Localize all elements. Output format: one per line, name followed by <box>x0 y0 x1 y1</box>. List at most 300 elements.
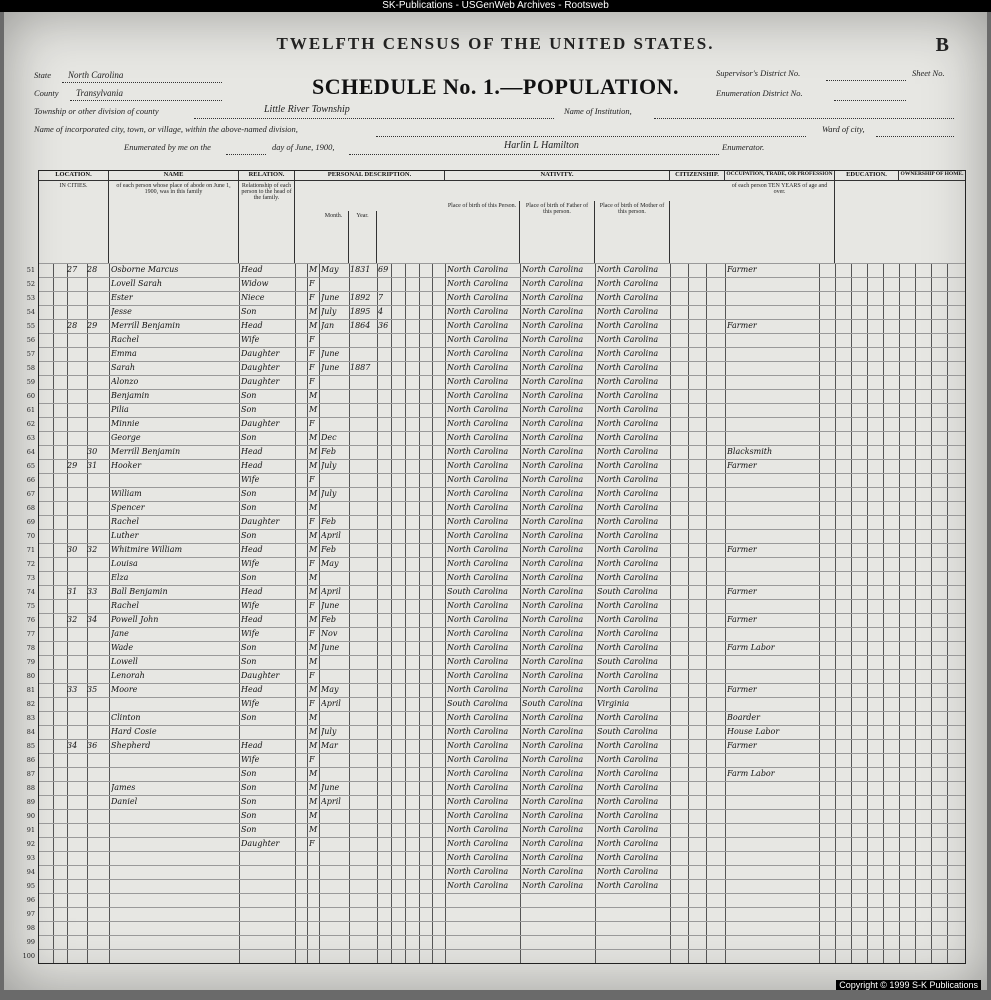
cell-sex: F <box>309 363 315 372</box>
cell-rel: Son <box>241 307 257 316</box>
table-row <box>26 739 965 752</box>
cell-mon: May <box>321 265 339 274</box>
group-ownership: OWNERSHIP OF HOME. <box>899 171 965 181</box>
cell-name: Jesse <box>111 307 132 316</box>
cell-fam: 28 <box>87 265 98 274</box>
row-number: 83 <box>26 714 35 722</box>
cell-mother: North Carolina <box>597 783 659 792</box>
cell-occ: Farmer <box>727 545 757 554</box>
cell-sex: M <box>309 685 318 694</box>
cell-birth: North Carolina <box>447 489 509 498</box>
row-number: 95 <box>26 882 35 890</box>
cell-rel: Wife <box>241 601 260 610</box>
cell-sex: F <box>309 279 315 288</box>
cell-rel: Head <box>241 615 263 624</box>
table-row <box>26 277 965 290</box>
cell-mother: South Carolina <box>597 587 658 596</box>
row-number: 89 <box>26 798 35 806</box>
cell-birth: North Carolina <box>447 825 509 834</box>
cell-father: North Carolina <box>522 377 584 386</box>
cell-father: North Carolina <box>522 727 584 736</box>
cell-father: North Carolina <box>522 475 584 484</box>
table-row <box>26 795 965 808</box>
row-number: 80 <box>26 672 35 680</box>
row-number: 97 <box>26 910 35 918</box>
row-number: 65 <box>26 462 35 470</box>
cell-rel: Wife <box>241 629 260 638</box>
cell-birth: North Carolina <box>447 545 509 554</box>
row-number: 59 <box>26 378 35 386</box>
city-label: Name of incorporated city, town, or village, within the above-named division, <box>34 124 298 134</box>
cell-birth: South Carolina <box>447 587 508 596</box>
enumerator-value: Harlin L Hamilton <box>504 140 579 151</box>
cell-mother: North Carolina <box>597 545 659 554</box>
cell-name: Powell John <box>111 615 159 624</box>
cell-rel: Head <box>241 741 263 750</box>
cell-birth: North Carolina <box>447 391 509 400</box>
cell-mother: North Carolina <box>597 293 659 302</box>
cell-birth: North Carolina <box>447 727 509 736</box>
row-number: 61 <box>26 406 35 414</box>
cell-rel: Daughter <box>241 349 280 358</box>
cell-sex: F <box>309 601 315 610</box>
table-row <box>26 459 965 472</box>
table-row <box>26 263 965 276</box>
cell-mother: North Carolina <box>597 685 659 694</box>
cell-mon: Feb <box>321 517 336 526</box>
group-personal: PERSONAL DESCRIPTION. <box>295 171 445 181</box>
cell-sex: F <box>309 475 315 484</box>
cell-birth: South Carolina <box>447 699 508 708</box>
cell-mother: North Carolina <box>597 769 659 778</box>
sheet-letter: B <box>935 34 949 56</box>
cell-rel: Son <box>241 797 257 806</box>
cell-rel: Wife <box>241 559 260 568</box>
cell-birth: North Carolina <box>447 601 509 610</box>
cell-birth: North Carolina <box>447 839 509 848</box>
cell-name: Elza <box>111 573 129 582</box>
cell-mother: North Carolina <box>597 489 659 498</box>
cell-name: Ester <box>111 293 133 302</box>
row-number: 87 <box>26 770 35 778</box>
cell-name: Rachel <box>111 517 139 526</box>
cell-sex: F <box>309 293 315 302</box>
group-relation: RELATION. <box>239 171 295 181</box>
cell-mother: North Carolina <box>597 573 659 582</box>
cell-dw: 32 <box>67 615 78 624</box>
cell-birth: North Carolina <box>447 475 509 484</box>
cell-father: North Carolina <box>522 643 584 652</box>
cell-name: Benjamin <box>111 391 150 400</box>
cell-sex: M <box>309 433 318 442</box>
row-number: 58 <box>26 364 35 372</box>
cell-fam: 30 <box>87 447 98 456</box>
cell-rel: Son <box>241 405 257 414</box>
cell-fam: 34 <box>87 615 98 624</box>
cell-birth: North Carolina <box>447 797 509 806</box>
cell-father: North Carolina <box>522 629 584 638</box>
cell-rel: Son <box>241 713 257 722</box>
cell-name: Jane <box>111 629 129 638</box>
cell-rel: Wife <box>241 335 260 344</box>
cell-rel: Head <box>241 545 263 554</box>
cell-mon: June <box>321 363 340 372</box>
population-table <box>22 170 966 964</box>
cell-father: North Carolina <box>522 335 584 344</box>
cell-name: Whitmire William <box>111 545 183 554</box>
cell-rel: Daughter <box>241 671 280 680</box>
cell-father: South Carolina <box>522 699 583 708</box>
cell-birth: North Carolina <box>447 461 509 470</box>
cell-mon: Feb <box>321 615 336 624</box>
cell-mother: North Carolina <box>597 265 659 274</box>
row-number: 88 <box>26 784 35 792</box>
table-row <box>22 949 965 962</box>
cell-rel: Son <box>241 531 257 540</box>
cell-rel: Son <box>241 811 257 820</box>
cell-birth: North Carolina <box>447 881 509 890</box>
cell-birth: North Carolina <box>447 321 509 330</box>
cell-mon: June <box>321 293 340 302</box>
cell-rel: Son <box>241 433 257 442</box>
cell-occ: Farmer <box>727 265 757 274</box>
cell-rel: Daughter <box>241 377 280 386</box>
ward-label: Ward of city, <box>822 124 865 134</box>
cell-mother: North Carolina <box>597 825 659 834</box>
table-row <box>26 347 965 360</box>
enumeration-label: Enumeration District No. <box>716 88 803 98</box>
cell-age: 69 <box>378 265 389 274</box>
table-row <box>26 613 965 626</box>
cell-father: North Carolina <box>522 811 584 820</box>
row-number: 64 <box>26 448 35 456</box>
cell-mother: North Carolina <box>597 363 659 372</box>
cell-name: Emma <box>111 349 137 358</box>
col-in-cities: IN CITIES. <box>39 181 109 263</box>
cell-rel: Wife <box>241 699 260 708</box>
cell-birth: North Carolina <box>447 867 509 876</box>
day-label: day of June, 1900, <box>272 142 335 152</box>
cell-rel: Son <box>241 503 257 512</box>
cell-sex: M <box>309 531 318 540</box>
cell-sex: M <box>309 265 318 274</box>
row-number: 86 <box>26 756 35 764</box>
cell-name: James <box>111 783 136 792</box>
cell-birth: North Carolina <box>447 783 509 792</box>
cell-sex: M <box>309 573 318 582</box>
cell-birth: North Carolina <box>447 307 509 316</box>
cell-sex: F <box>309 517 315 526</box>
cell-birth: North Carolina <box>447 517 509 526</box>
cell-mon: June <box>321 601 340 610</box>
group-citizenship: CITIZENSHIP. <box>670 171 725 181</box>
row-number: 55 <box>26 322 35 330</box>
row-number: 74 <box>26 588 35 596</box>
cell-name: Ball Benjamin <box>111 587 168 596</box>
cell-mother: North Carolina <box>597 279 659 288</box>
cell-yr: 1895 <box>350 307 371 316</box>
row-number: 76 <box>26 616 35 624</box>
cell-mother: Virginia <box>597 699 630 708</box>
cell-rel: Son <box>241 825 257 834</box>
cell-father: North Carolina <box>522 391 584 400</box>
cell-sex: M <box>309 741 318 750</box>
cell-occ: Farmer <box>727 685 757 694</box>
cell-birth: North Carolina <box>447 755 509 764</box>
row-number: 69 <box>26 518 35 526</box>
cell-birth: North Carolina <box>447 853 509 862</box>
state-value: North Carolina <box>68 70 124 80</box>
cell-mon: June <box>321 783 340 792</box>
cell-sex: M <box>309 657 318 666</box>
group-education: EDUCATION. <box>835 171 899 181</box>
cell-fam: 29 <box>87 321 98 330</box>
col-name-desc: of each person whose place of abode on June 1, 1900, was in this family <box>109 181 239 263</box>
cell-occ: Farmer <box>727 615 757 624</box>
cell-father: North Carolina <box>522 363 584 372</box>
cell-age: 36 <box>378 321 389 330</box>
cell-yr: 1892 <box>350 293 371 302</box>
table-row <box>26 543 965 556</box>
cell-rel: Head <box>241 447 263 456</box>
cell-name: Spencer <box>111 503 145 512</box>
cell-birth: North Carolina <box>447 615 509 624</box>
cell-birth: North Carolina <box>447 419 509 428</box>
group-location: LOCATION. <box>39 171 109 181</box>
table-row <box>26 809 965 822</box>
table-row <box>26 571 965 584</box>
census-sheet <box>4 12 987 990</box>
cell-father: North Carolina <box>522 713 584 722</box>
cell-dw: 31 <box>67 587 78 596</box>
cell-birth: North Carolina <box>447 671 509 680</box>
cell-father: North Carolina <box>522 265 584 274</box>
cell-father: North Carolina <box>522 349 584 358</box>
cell-name: Luther <box>111 531 139 540</box>
cell-father: North Carolina <box>522 293 584 302</box>
group-occupation: OCCUPATION, TRADE, OR PROFESSION <box>725 171 835 181</box>
cell-father: North Carolina <box>522 559 584 568</box>
cell-birth: North Carolina <box>447 643 509 652</box>
cell-occ: Farm Labor <box>727 643 775 652</box>
table-row <box>26 851 965 864</box>
cell-sex: M <box>309 461 318 470</box>
cell-father: North Carolina <box>522 503 584 512</box>
cell-birth: North Carolina <box>447 377 509 386</box>
cell-name: Hooker <box>111 461 142 470</box>
cell-sex: F <box>309 335 315 344</box>
col-birth-father: Place of birth of Father of this person. <box>520 201 595 263</box>
table-row <box>26 641 965 654</box>
census-title: TWELFTH CENSUS OF THE UNITED STATES. <box>276 34 715 53</box>
supervisor-label: Supervisor's District No. <box>716 68 801 78</box>
cell-rel: Son <box>241 573 257 582</box>
sheet-label: Sheet No. <box>912 68 945 78</box>
cell-mon: Nov <box>321 629 338 638</box>
cell-sex: M <box>309 587 318 596</box>
row-number: 63 <box>26 434 35 442</box>
table-row <box>26 753 965 766</box>
cell-dw: 28 <box>67 321 78 330</box>
cell-occ: Farmer <box>727 587 757 596</box>
cell-name: Daniel <box>111 797 138 806</box>
cell-name: Merrill Benjamin <box>111 321 181 330</box>
cell-mon: June <box>321 643 340 652</box>
row-number: 70 <box>26 532 35 540</box>
table-row <box>26 921 965 934</box>
cell-sex: M <box>309 307 318 316</box>
cell-father: North Carolina <box>522 433 584 442</box>
cell-name: Sarah <box>111 363 135 372</box>
cell-occ: Farm Labor <box>727 769 775 778</box>
cell-father: North Carolina <box>522 461 584 470</box>
table-row <box>26 725 965 738</box>
row-number: 67 <box>26 490 35 498</box>
cell-sex: M <box>309 321 318 330</box>
cell-sex: M <box>309 713 318 722</box>
table-row <box>26 683 965 696</box>
cell-birth: North Carolina <box>447 559 509 568</box>
cell-birth: North Carolina <box>447 363 509 372</box>
cell-rel: Son <box>241 391 257 400</box>
row-number: 72 <box>26 560 35 568</box>
cell-father: North Carolina <box>522 489 584 498</box>
col-month: Month. <box>319 211 349 263</box>
cell-mother: North Carolina <box>597 307 659 316</box>
cell-age: 4 <box>378 307 384 316</box>
cell-birth: North Carolina <box>447 769 509 778</box>
cell-father: North Carolina <box>522 279 584 288</box>
table-row <box>26 627 965 640</box>
cell-mon: April <box>321 797 341 806</box>
row-number: 62 <box>26 420 35 428</box>
row-number: 84 <box>26 728 35 736</box>
cell-rel: Head <box>241 321 263 330</box>
cell-mon: Mar <box>321 741 338 750</box>
table-row <box>26 375 965 388</box>
cell-fam: 33 <box>87 587 98 596</box>
cell-sex: M <box>309 797 318 806</box>
cell-rel: Daughter <box>241 363 280 372</box>
cell-mother: North Carolina <box>597 559 659 568</box>
cell-mon: Feb <box>321 545 336 554</box>
cell-fam: 36 <box>87 741 98 750</box>
table-row <box>26 529 965 542</box>
cell-rel: Head <box>241 461 263 470</box>
cell-father: North Carolina <box>522 307 584 316</box>
row-number: 85 <box>26 742 35 750</box>
cell-mother: North Carolina <box>597 643 659 652</box>
cell-occ: Farmer <box>727 461 757 470</box>
cell-rel: Son <box>241 489 257 498</box>
cell-sex: M <box>309 783 318 792</box>
row-number: 99 <box>26 938 35 946</box>
cell-dw: 33 <box>67 685 78 694</box>
cell-rel: Niece <box>241 293 265 302</box>
cell-mother: North Carolina <box>597 377 659 386</box>
table-row <box>26 781 965 794</box>
cell-mother: North Carolina <box>597 517 659 526</box>
cell-mon: July <box>321 461 337 470</box>
cell-mother: North Carolina <box>597 671 659 680</box>
township-label: Township or other division of county <box>34 106 159 116</box>
cell-rel: Daughter <box>241 517 280 526</box>
cell-birth: North Carolina <box>447 713 509 722</box>
row-number: 56 <box>26 336 35 344</box>
enumerated-label: Enumerated by me on the <box>124 142 211 152</box>
cell-father: North Carolina <box>522 419 584 428</box>
township-value: Little River Township <box>264 104 350 115</box>
cell-sex: M <box>309 615 318 624</box>
cell-mon: July <box>321 489 337 498</box>
cell-mon: Feb <box>321 447 336 456</box>
row-number: 81 <box>26 686 35 694</box>
cell-mother: North Carolina <box>597 755 659 764</box>
institution-label: Name of Institution, <box>564 106 632 116</box>
cell-sex: F <box>309 419 315 428</box>
cell-mother: North Carolina <box>597 881 659 890</box>
row-number: 52 <box>26 280 35 288</box>
table-row <box>26 417 965 430</box>
cell-yr: 1864 <box>350 321 371 330</box>
cell-father: North Carolina <box>522 755 584 764</box>
cell-mon: Jan <box>321 321 335 330</box>
row-number: 92 <box>26 840 35 848</box>
cell-mother: North Carolina <box>597 811 659 820</box>
cell-mother: North Carolina <box>597 349 659 358</box>
cell-yr: 1887 <box>350 363 371 372</box>
cell-sex: M <box>309 447 318 456</box>
cell-sex: F <box>309 755 315 764</box>
cell-sex: M <box>309 769 318 778</box>
cell-birth: North Carolina <box>447 433 509 442</box>
table-row <box>26 767 965 780</box>
cell-birth: North Carolina <box>447 811 509 820</box>
cell-father: North Carolina <box>522 587 584 596</box>
cell-father: North Carolina <box>522 783 584 792</box>
cell-rel: Widow <box>241 279 269 288</box>
cell-name: Pilia <box>111 405 129 414</box>
cell-father: North Carolina <box>522 685 584 694</box>
cell-rel: Son <box>241 657 257 666</box>
cell-name: Lovell Sarah <box>111 279 163 288</box>
row-number: 94 <box>26 868 35 876</box>
cell-father: North Carolina <box>522 839 584 848</box>
row-number: 53 <box>26 294 35 302</box>
cell-rel: Head <box>241 685 263 694</box>
table-row <box>26 599 965 612</box>
cell-mother: North Carolina <box>597 797 659 806</box>
cell-name: George <box>111 433 141 442</box>
cell-mother: South Carolina <box>597 657 658 666</box>
cell-mother: North Carolina <box>597 615 659 624</box>
table-row <box>26 823 965 836</box>
cell-name: Wade <box>111 643 134 652</box>
cell-mon: April <box>321 587 341 596</box>
cell-rel: Wife <box>241 755 260 764</box>
row-number: 66 <box>26 476 35 484</box>
cell-rel: Son <box>241 643 257 652</box>
cell-sex: F <box>309 671 315 680</box>
cell-sex: F <box>309 699 315 708</box>
cell-name: Alonzo <box>111 377 139 386</box>
cell-mother: North Carolina <box>597 447 659 456</box>
cell-sex: F <box>309 559 315 568</box>
cell-mon: Dec <box>321 433 337 442</box>
cell-mother: North Carolina <box>597 461 659 470</box>
cell-occ: Farmer <box>727 741 757 750</box>
table-row <box>26 557 965 570</box>
